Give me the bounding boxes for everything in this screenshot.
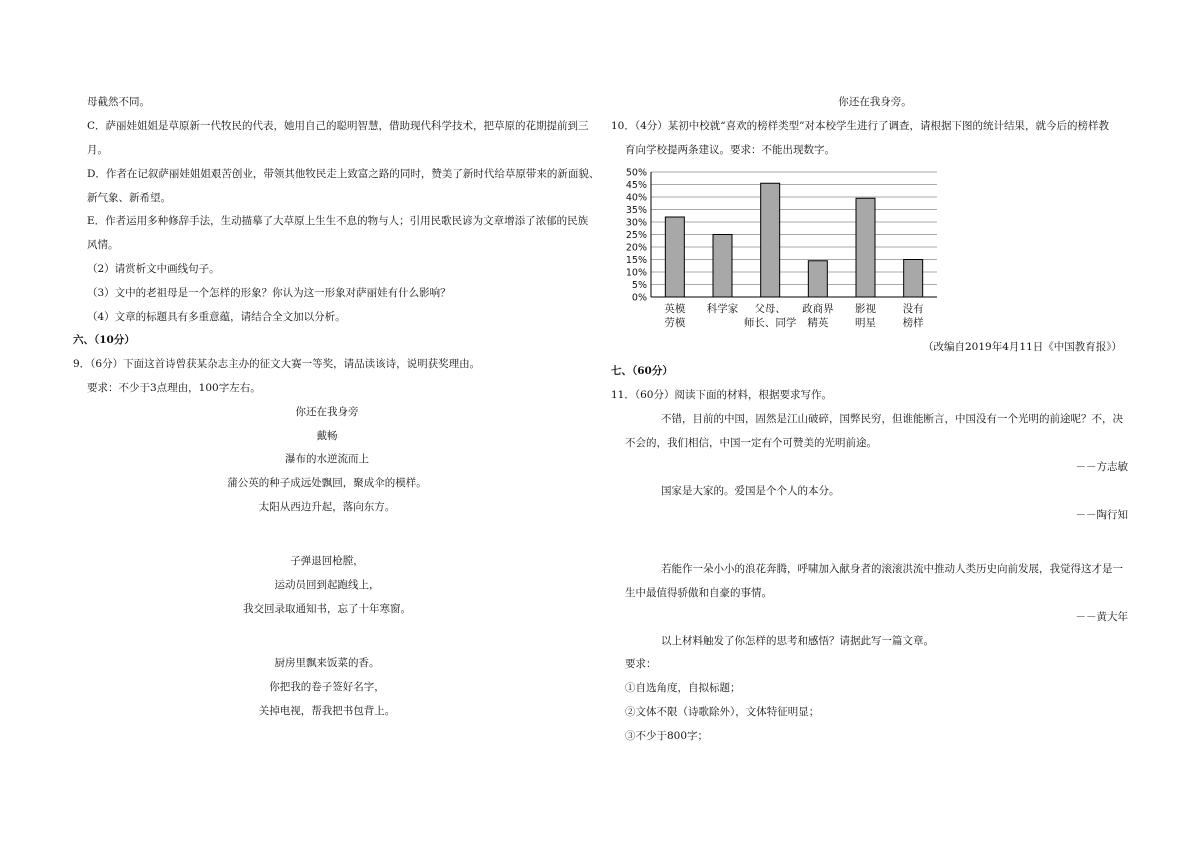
poem-line: 蒲公英的种子成远处飘回，聚成伞的模样。 — [227, 477, 427, 489]
option-d: D．作者在记叙萨丽娃姐姐艰苦创业，带领其他牧民走上致富之路的同时，赞美了新时代给草原带来的新面貌、 — [87, 168, 600, 180]
question-3: （3）文中的老祖母是一个怎样的形象？你认为这一形象对萨丽娃有什么影响？ — [87, 287, 451, 299]
poem-line: 我交回录取通知书，忘了十年寒窗。 — [243, 603, 411, 615]
y-tick-label: 30% — [625, 217, 647, 229]
y-tick-label: 10% — [625, 267, 647, 279]
option-e-cont: 风情。 — [87, 239, 119, 251]
y-tick-label: 15% — [625, 255, 647, 266]
y-tick-label: 20% — [625, 242, 647, 254]
bar — [856, 198, 875, 297]
x-tick-label: 没有 — [902, 303, 924, 315]
requirement-2: ②文体不限（诗歌除外），文体特征明显； — [625, 706, 820, 718]
material-1-author: －－方志敏 — [1075, 461, 1128, 473]
section-seven-heading: 七、（60分） — [611, 365, 673, 377]
bar — [761, 183, 780, 297]
chart-source: （改编自2019年4月11日《中国教育报》） — [922, 341, 1122, 353]
y-tick-label: 5% — [631, 280, 647, 291]
poem-title: 你还在我身旁 — [295, 406, 359, 418]
material-2-author: －－陶行知 — [1075, 509, 1128, 521]
x-tick-label: 影视 — [855, 303, 876, 315]
y-tick-label: 25% — [625, 230, 647, 241]
material-3-cont: 生中最值得骄傲和自豪的事情。 — [625, 587, 772, 599]
option-d-cont: 新气象、新希望。 — [87, 192, 171, 204]
question-9-requirement: 要求：不少于3点理由，100字左右。 — [87, 382, 261, 394]
bar-chart — [615, 162, 955, 337]
y-tick-label: 50% — [625, 167, 647, 179]
y-tick-label: 0% — [631, 292, 647, 304]
requirement-1: ①自选角度，自拟标题； — [625, 682, 741, 694]
bar — [904, 260, 923, 298]
material-1-cont: 不会的，我们相信，中国一定有个可赞美的光明前途。 — [625, 437, 877, 449]
poem-line: 子弹退回枪膛， — [290, 555, 364, 567]
material-1: 不错，目前的中国，固然是江山破碎，国弊民穷，但谁能断言，中国没有一个光明的前途呢？不，决 — [661, 413, 1123, 425]
x-tick-label: 父母、 — [754, 303, 786, 315]
question-10: 10．（4分）某初中校就“喜欢的榜样类型”对本校学生进行了调查，请根据下图的统计结果，就今后的榜样教 — [611, 120, 1110, 132]
x-tick-label: 政商界 — [802, 303, 834, 315]
requirements-label: 要求： — [625, 658, 657, 670]
poem-line: 瀑布的水逆流而上 — [285, 453, 369, 465]
bar — [665, 217, 684, 297]
poem-line: 运动员回到起跑线上， — [274, 579, 380, 591]
material-3-author: －－黄大年 — [1075, 611, 1128, 623]
poem-line: 厨房里飘来饭菜的香。 — [274, 657, 380, 669]
bar — [808, 261, 827, 297]
x-tick-label: 英模 — [664, 303, 686, 315]
material-2: 国家是大家的。爱国是个个人的本分。 — [661, 485, 840, 497]
poem-line: 太阳从西边升起，落向东方。 — [258, 501, 396, 513]
writing-prompt: 以上材料触发了你怎样的思考和感悟？请据此写一篇文章。 — [661, 635, 934, 647]
section-six-heading: 六、（10分） — [73, 334, 135, 346]
y-tick-label: 35% — [625, 205, 647, 216]
option-e: E．作者运用多种修辞手法，生动描摹了大草原上生生不息的物与人；引用民歌民谚为文章增添了浓郁的民族 — [87, 215, 589, 227]
x-tick-label: 科学家 — [706, 303, 739, 315]
question-9: 9．（6分）下面这首诗曾获某杂志主办的征文大赛一等奖，请品读该诗，说明获奖理由。 — [73, 358, 481, 370]
bar — [713, 235, 732, 298]
poem-line: 你把我的卷子签好名字， — [269, 681, 385, 693]
y-tick-label: 45% — [625, 180, 647, 191]
option-c-cont: 月。 — [87, 144, 108, 156]
x-tick-label: 精英 — [807, 317, 829, 329]
poem-author: 戴畅 — [316, 430, 338, 442]
poem-last-line: 你还在我身旁。 — [838, 96, 912, 108]
question-11: 11．（60分）阅读下面的材料，根据要求写作。 — [611, 389, 832, 401]
material-3: 若能作一朵小小的浪花奔腾，呼啸加入献身者的滚滚洪流中推动人类历史向前发展，我觉得这才是一 — [661, 563, 1123, 575]
x-tick-label: 师长、同学 — [743, 317, 797, 329]
x-tick-label: 劳模 — [664, 317, 686, 329]
option-c: C．萨丽娃姐姐是草原新一代牧民的代表，她用自己的聪明智慧，借助现代科学技术，把草原的花期提前到三 — [87, 120, 589, 132]
text-line: 母截然不同。 — [87, 96, 150, 108]
x-tick-label: 榜样 — [902, 317, 924, 329]
question-2: （2）请赏析文中画线句子。 — [87, 263, 220, 275]
x-tick-label: 明星 — [855, 317, 876, 329]
y-tick-label: 40% — [625, 192, 647, 204]
requirement-3: ③不少于800字； — [625, 730, 709, 742]
question-10-cont: 育向学校提两条建议。要求：不能出现数字。 — [625, 144, 835, 156]
poem-line: 关掉电视，帮我把书包背上。 — [258, 705, 396, 717]
question-4: （4）文章的标题具有多重意蕴，请结合全文加以分析。 — [87, 311, 346, 323]
